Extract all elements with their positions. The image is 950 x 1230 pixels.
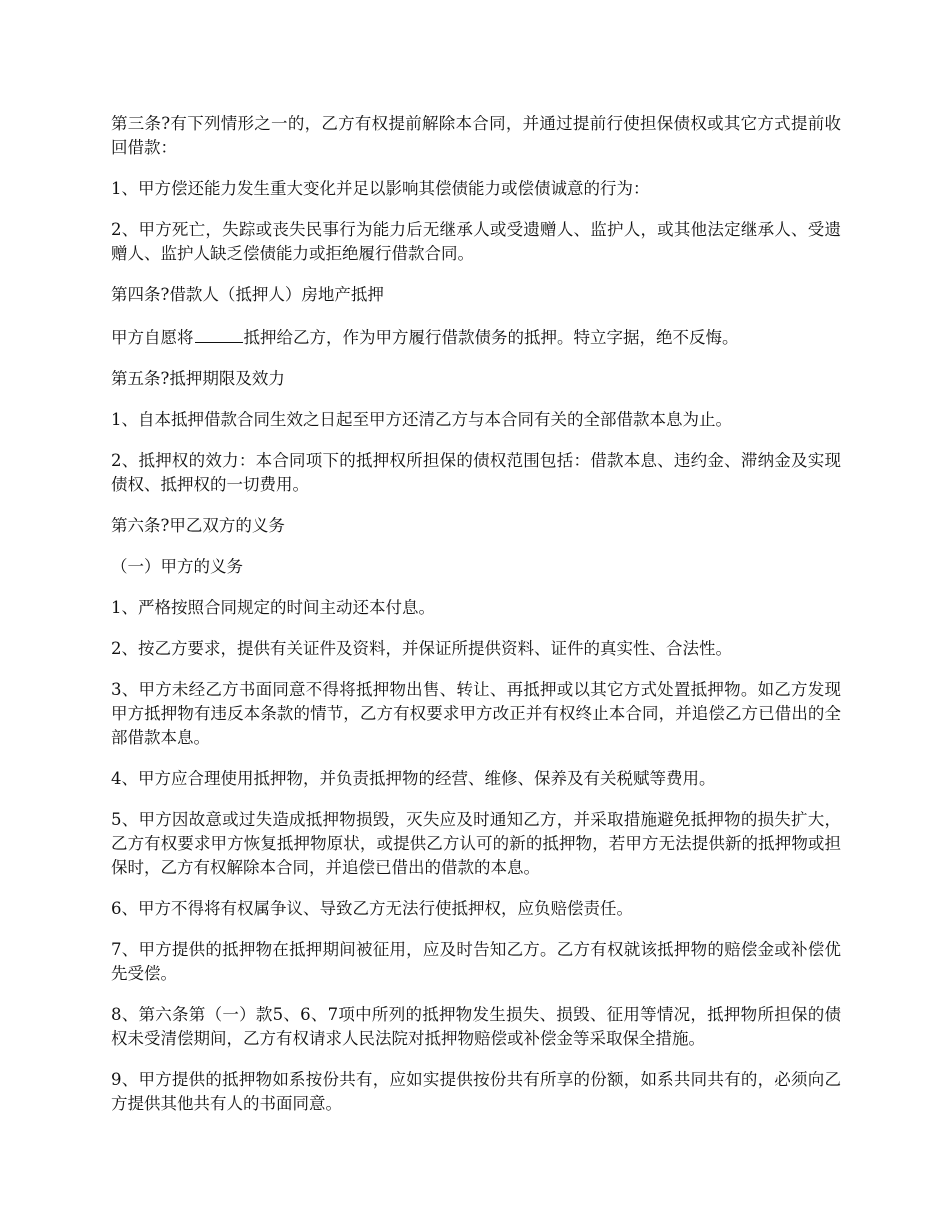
mortgage-property-blank	[195, 324, 243, 343]
clause-6-item-5: 5、甲方因故意或过失造成抵押物损毁，灭失应及时通知乙方，并采取措施避免抵押物的损失扩大，乙方有权要求甲方恢复抵押物原状，或提供乙方认可的新的抵押物，若甲方无法提供新的抵押物或担保时，乙方有权解除本合同，并追偿已借出的借款的本息。	[111, 810, 841, 877]
clause-3-item-1: 1、甲方偿还能力发生重大变化并足以影响其偿债能力或偿债诚意的行为：	[111, 179, 650, 198]
clause-6-heading: 第六条?甲乙双方的义务	[111, 516, 285, 535]
clause-4-heading: 第四条?借款人（抵押人）房地产抵押	[111, 285, 384, 304]
clause-4-text-after: 抵押给乙方，作为甲方履行借款债务的抵押。特立字据，绝不反悔。	[243, 328, 739, 347]
clause-6-item-6: 6、甲方不得将有权属争议、导致乙方无法行使抵押权，应负赔偿责任。	[111, 899, 633, 918]
clause-5-item-2: 2、抵押权的效力：本合同项下的抵押权所担保的债权范围包括：借款本息、违约金、滞纳金及实现债权、抵押权的一切费用。	[111, 451, 841, 494]
clause-3-item-2: 2、甲方死亡，失踪或丧失民事行为能力后无继承人或受遗赠人、监护人，或其他法定继承人、受遗赠人、监护人缺乏偿债能力或拒绝履行借款合同。	[111, 220, 841, 263]
clause-5-item-1: 1、自本抵押借款合同生效之日起至甲方还清乙方与本合同有关的全部借款本息为止。	[111, 410, 732, 429]
clause-6-item-4: 4、甲方应合理使用抵押物，并负责抵押物的经营、维修、保养及有关税赋等费用。	[111, 769, 716, 788]
clause-4-body	[111, 324, 841, 350]
clause-6-subheading-party-a: （一）甲方的义务	[111, 557, 243, 576]
clause-6-item-3: 3、甲方未经乙方书面同意不得将抵押物出售、转让、再抵押或以其它方式处置抵押物。如乙方发现甲方抵押物有违反本条款的情节，乙方有权要求甲方改正并有权终止本合同，并追偿乙方已借出的全部借款本息。	[111, 680, 841, 747]
clause-6-item-7: 7、甲方提供的抵押物在抵押期间被征用，应及时告知乙方。乙方有权就该抵押物的赔偿金或补偿优先受偿。	[111, 940, 841, 983]
clause-6-item-1: 1、严格按照合同规定的时间主动还本付息。	[111, 598, 435, 617]
clause-6-item-8: 8、第六条第（一）款5、6、7项中所列的抵押物发生损失、损毁、征用等情况，抵押物所担保的债权未受清偿期间，乙方有权请求人民法院对抵押物赔偿或补偿金等采取保全措施。	[111, 1005, 841, 1048]
clause-5-heading: 第五条?抵押期限及效力	[111, 369, 285, 388]
clause-6-item-9: 9、甲方提供的抵押物如系按份共有，应如实提供按份共有所享的份额，如系共同共有的，必须向乙方提供其他共有人的书面同意。	[111, 1070, 841, 1113]
document-body	[111, 112, 841, 1133]
clause-3-heading: 第三条?有下列情形之一的，乙方有权提前解除本合同，并通过提前行使担保债权或其它方式提前收回借款：	[111, 114, 841, 157]
clause-6-item-2: 2、按乙方要求，提供有关证件及资料，并保证所提供资料、证件的真实性、合法性。	[111, 639, 732, 658]
clause-4-text-before: 甲方自愿将	[111, 328, 194, 347]
